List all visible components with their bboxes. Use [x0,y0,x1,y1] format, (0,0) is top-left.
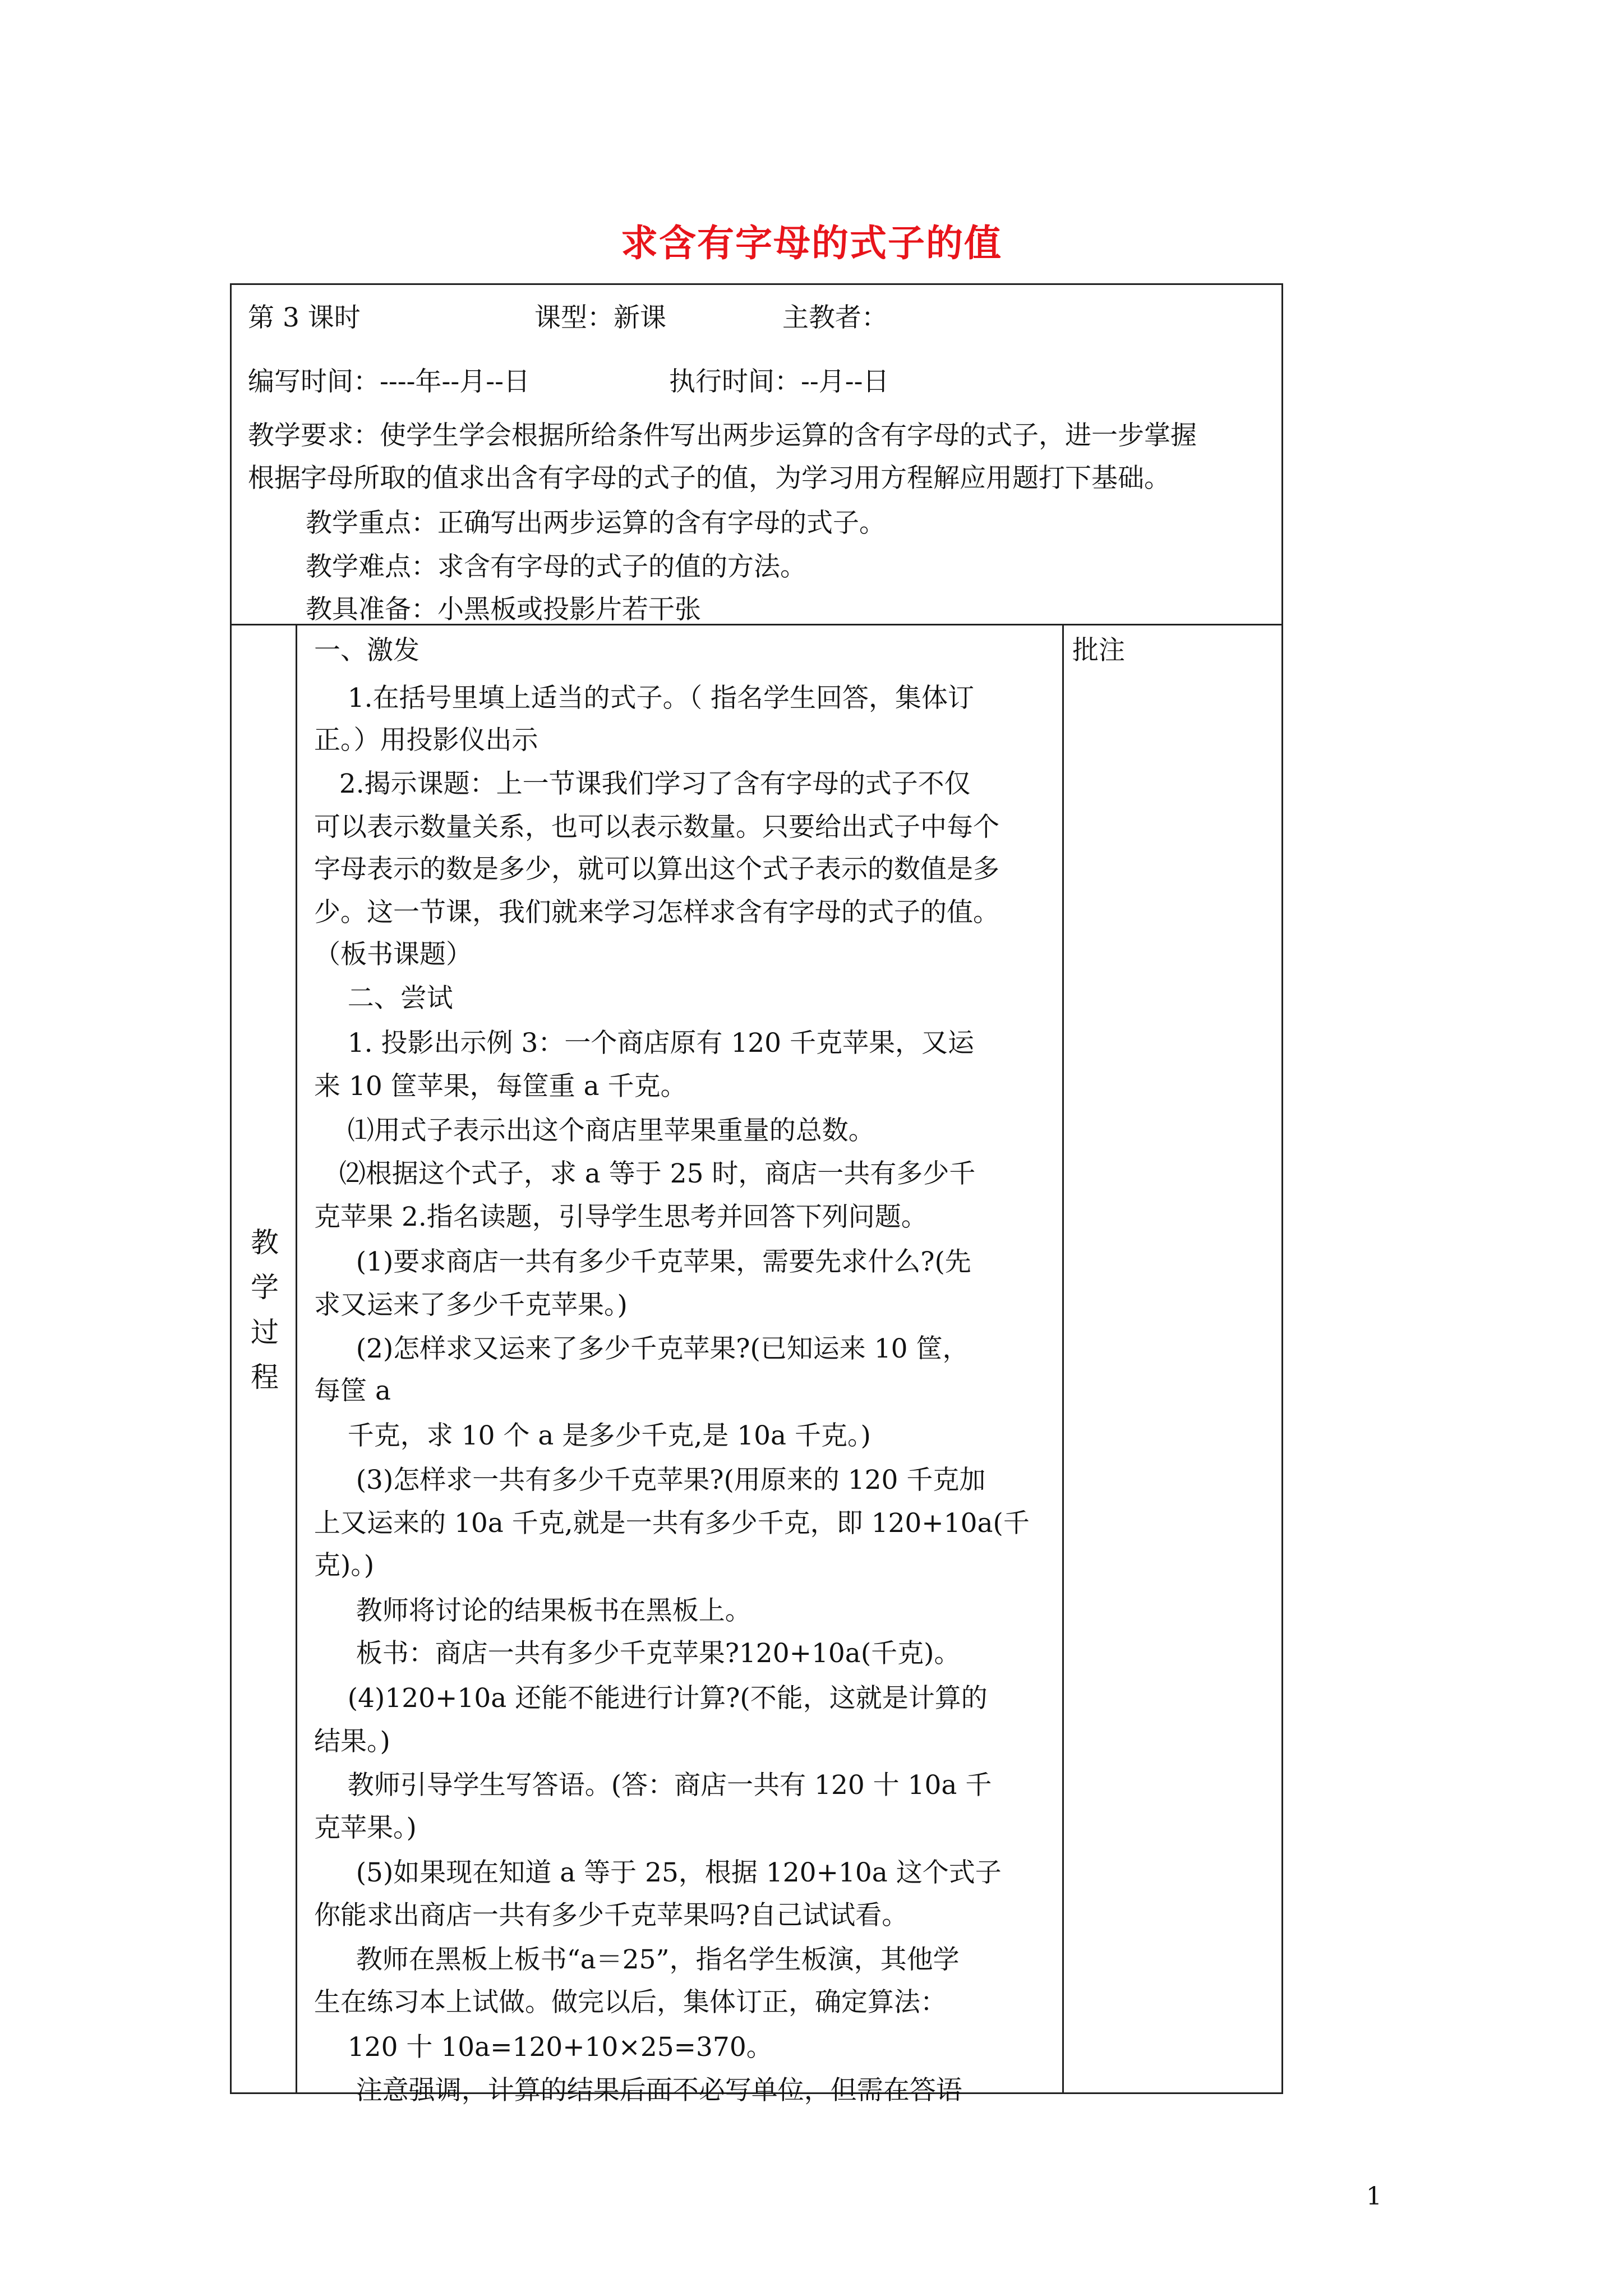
side-char: 学 [251,1271,279,1304]
process-line: 一、激发 [314,635,419,666]
page-number: 1 [1366,2182,1382,2211]
teaching-key-point: 教学重点：正确写出两步运算的含有字母的式子。 [306,508,886,539]
process-line: 注意强调，计算的结果后面不必写单位，但需在答语 [314,2075,962,2106]
process-line: 二、尝试 [314,983,453,1014]
process-side-label [248,1220,282,1400]
process-line: （板书课题） [314,939,472,970]
process-line: 千克，求 10 个 a 是多少千克,是 10a 千克。) [314,1420,871,1451]
process-line: (4)120+10a 还能不能进行计算?(不能，这就是计算的 [314,1683,988,1714]
process-line: 教师将讨论的结果板书在黑板上。 [314,1595,751,1626]
process-line: 正。）用投影仪出示 [314,725,538,756]
exec-time: 执行时间：--月--日 [669,366,889,397]
process-line: 少。这一节课，我们就来学习怎样求含有字母的式子的值。 [314,897,999,928]
process-line: 上又运来的 10a 千克,就是一共有多少千克，即 120+10a(千 [314,1508,1030,1539]
table-column-line-left [296,624,297,2094]
process-line: 求又运来了多少千克苹果。) [314,1290,628,1320]
document-title: 求含有字母的式子的值 [621,221,1002,265]
process-line: ⑵根据这个式子，求 a 等于 25 时，商店一共有多少千 [314,1158,976,1189]
process-line: (5)如果现在知道 a 等于 25，根据 120+10a 这个式子 [314,1857,1002,1888]
process-line: 结果。) [314,1726,390,1757]
process-line: 克苹果 2.指名读题，引导学生思考并回答下列问题。 [314,1202,928,1232]
teaching-difficulty: 教学难点：求含有字母的式子的值的方法。 [306,551,806,582]
process-line: (1)要求商店一共有多少千克苹果，需要先求什么?(先 [314,1246,971,1277]
side-char: 程 [251,1361,279,1393]
notes-column-label: 批注 [1072,635,1125,666]
table-column-line-right [1062,624,1064,2094]
teaching-requirement-1: 教学要求：使学生学会根据所给条件写出两步运算的含有字母的式子，进一步掌握 [248,420,1197,451]
process-line: 克苹果。) [314,1812,417,1843]
process-line: 1. 投影出示例 3：一个商店原有 120 千克苹果，又运 [314,1028,974,1059]
process-line: 板书：商店一共有多少千克苹果?120+10a(千克)。 [314,1638,961,1669]
process-line: (2)怎样求又运来了多少千克苹果?(已知运来 10 筐， [314,1333,969,1364]
process-line: ⑴用式子表示出这个商店里苹果重量的总数。 [314,1115,875,1146]
side-char: 过 [251,1316,279,1349]
process-line: 2.揭示课题：上一节课我们学习了含有字母的式子不仅 [314,769,971,799]
process-line: (3)怎样求一共有多少千克苹果?(用原来的 120 千克加 [314,1465,986,1496]
side-char: 教 [251,1226,279,1259]
process-line: 生在练习本上试做。做完以后，集体订正，确定算法： [314,1987,947,2018]
lesson-type: 课型：新课 [534,302,666,333]
process-line: 字母表示的数是多少，就可以算出这个式子表示的数值是多 [314,854,999,885]
process-line: 教师引导学生写答语。(答：商店一共有 120 十 10a 千 [314,1770,992,1801]
process-line: 120 十 10a=120+10×25=370。 [314,2032,773,2063]
process-line: 每筐 a [314,1375,391,1406]
write-time: 编写时间：----年--月--日 [248,366,531,397]
process-line: 1.在括号里填上适当的式子。（ 指名学生回答，集体订 [314,683,975,714]
process-line: 克)。) [314,1550,375,1581]
process-line: 可以表示数量关系，也可以表示数量。只要给出式子中每个 [314,812,999,843]
process-line: 教师在黑板上板书“a＝25”，指名学生板演，其他学 [314,1944,960,1975]
process-line: 来 10 筐苹果，每筐重 a 千克。 [314,1071,687,1102]
process-line: 你能求出商店一共有多少千克苹果吗?自己试试看。 [314,1900,909,1931]
teaching-requirement-2: 根据字母所取的值求出含有字母的式子的值，为学习用方程解应用题打下基础。 [248,463,1170,494]
lesson-number: 第 3 课时 [248,302,361,333]
lesson-teacher: 主教者： [782,302,888,333]
teaching-tools: 教具准备：小黑板或投影片若干张 [306,594,701,625]
